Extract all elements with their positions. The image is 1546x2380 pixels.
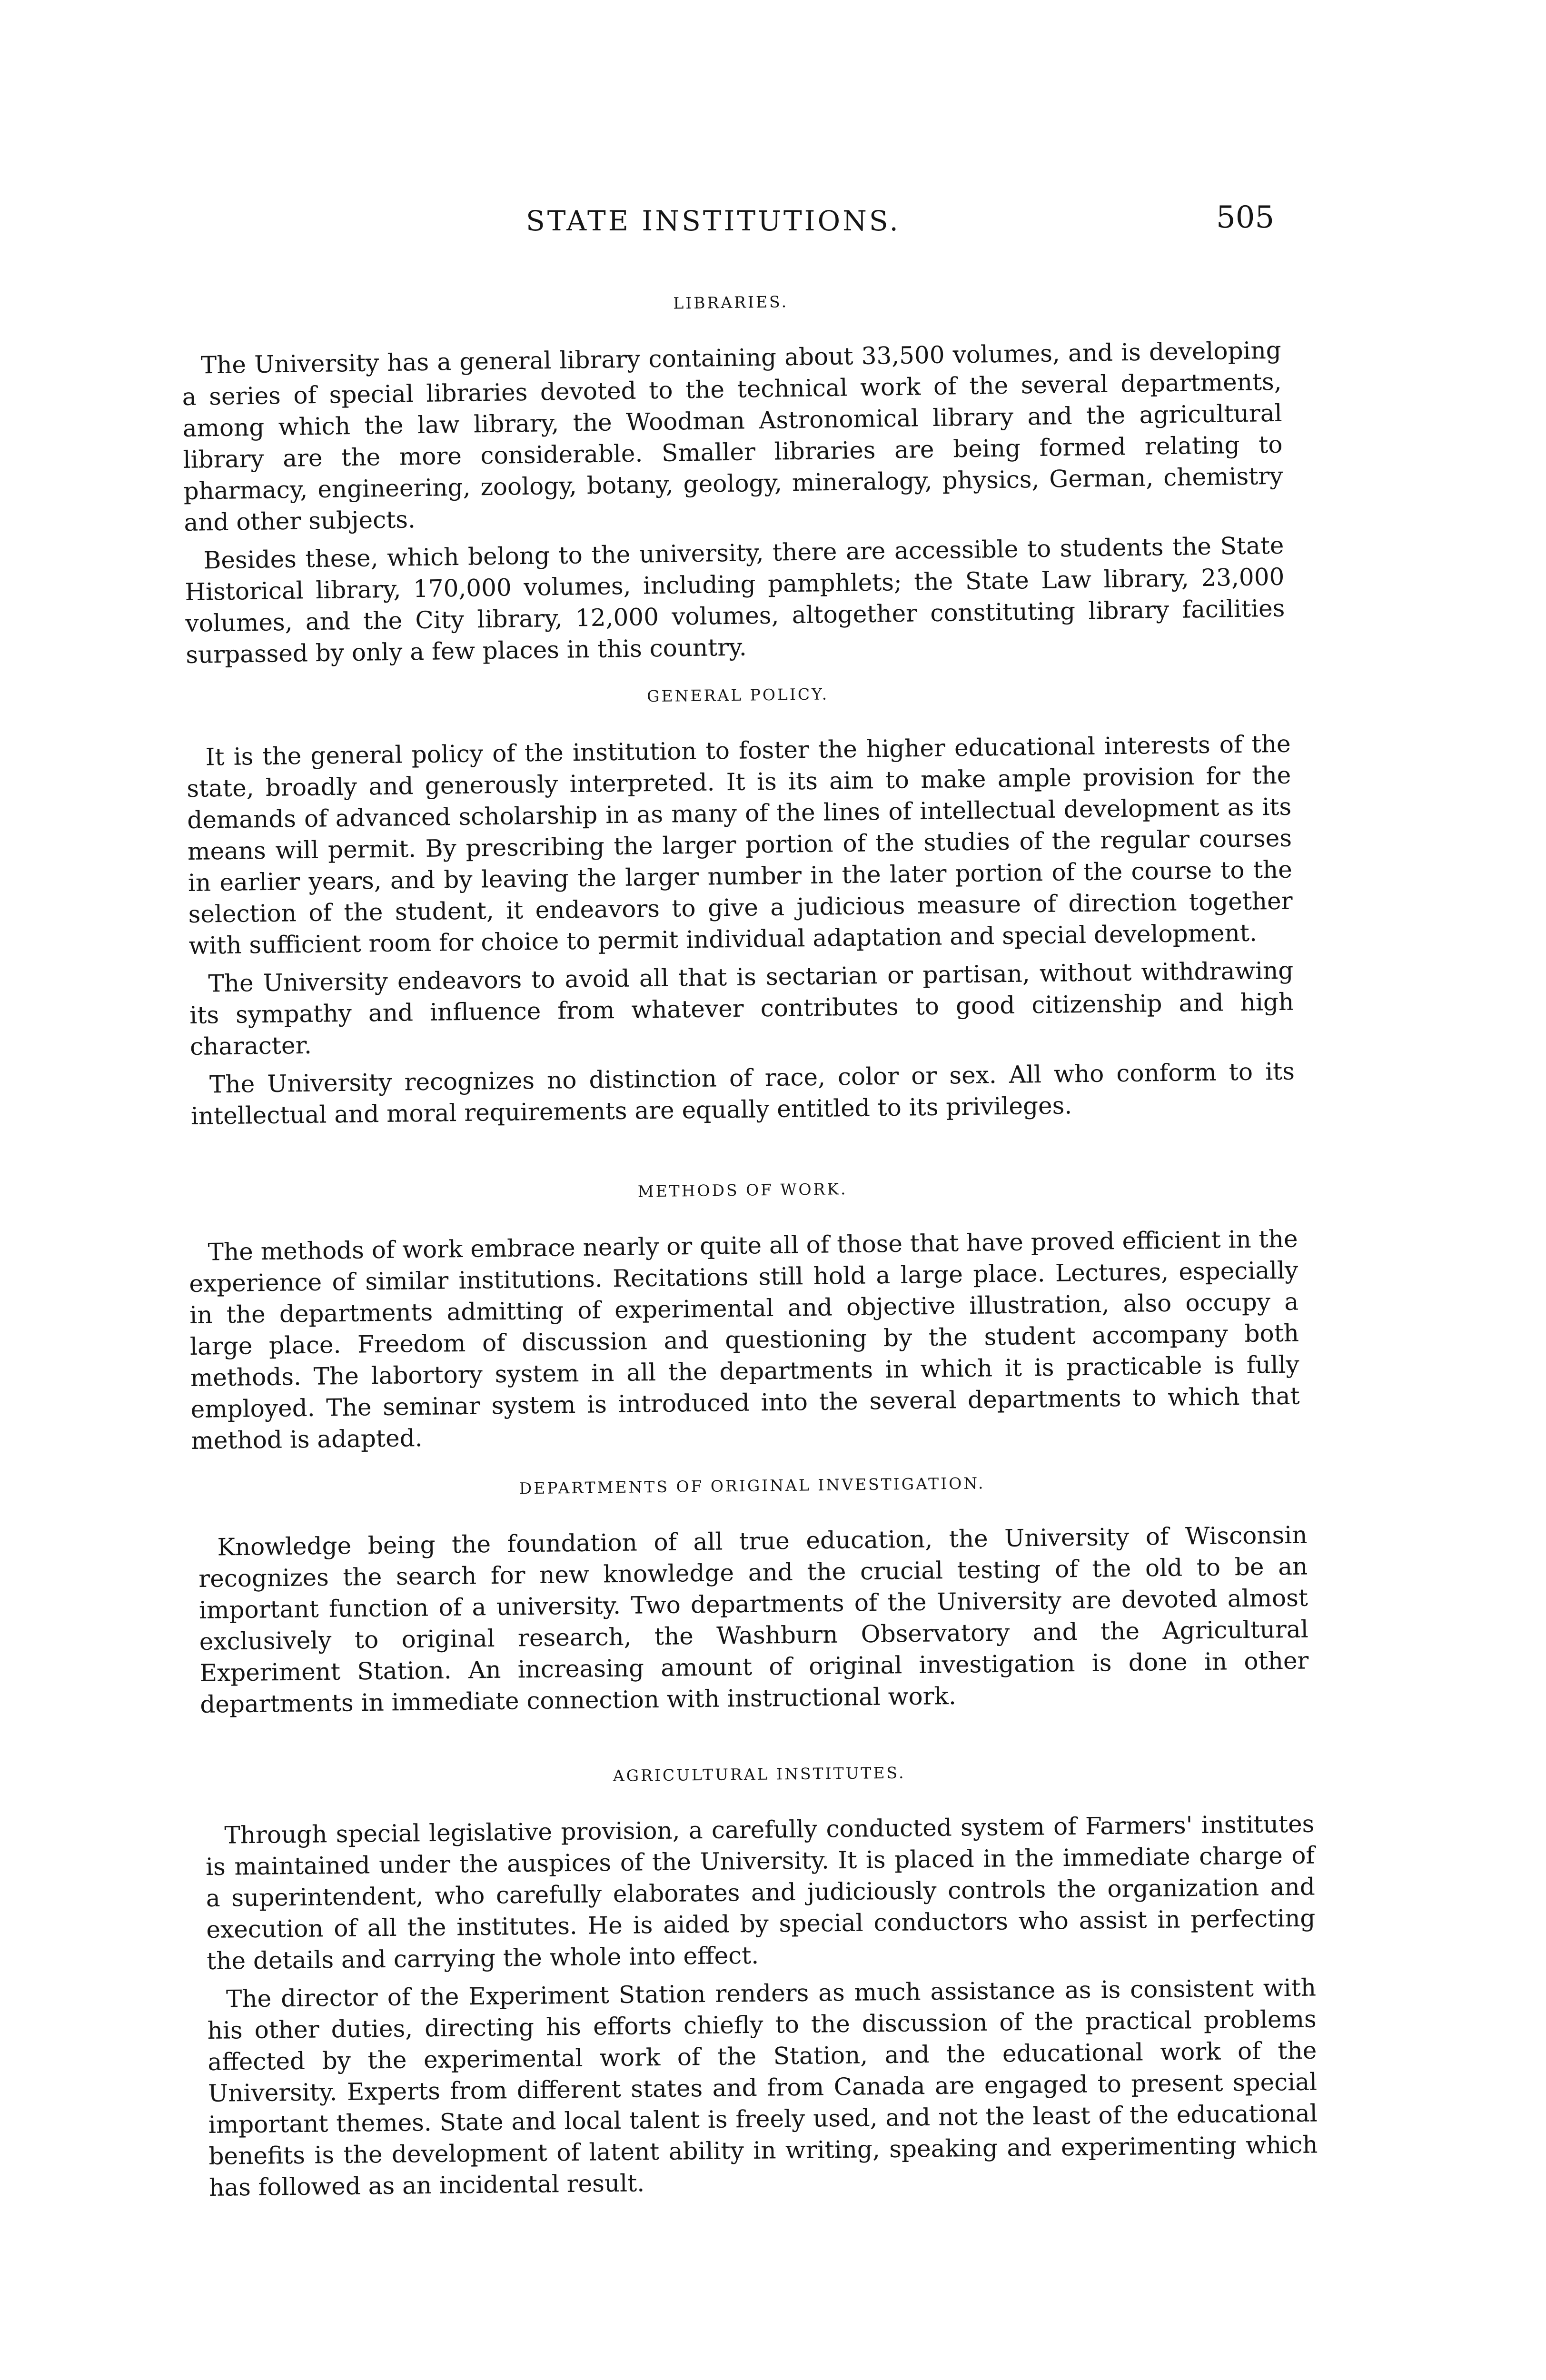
paragraph: The University recognizes no distinction of race, color or sex. All who conform to its intellectual and moral requirements are equally entitled to its privileges. bbox=[190, 1057, 1295, 1130]
section-libraries bbox=[181, 286, 1286, 677]
section-general-policy bbox=[186, 679, 1295, 1139]
paragraph: It is the general policy of the institution to foster the higher educational interests of the state, broadly and generously interpreted. It is its aim to make ample provision for the demands of advanced scholarship in as many of the lines of intellectual development as its means will permit. By prescribing the larger portion of the studies of the regular courses in earlier years, and by leaving the larger number in the later portion of the course to the selection of the student, it endeavors to give a judicious measure of direction together with sufficient room for choice to permit individual adaptation and special development. bbox=[187, 730, 1293, 960]
paragraph: The University has a general library containing about 33,500 volumes, and is developing a series of special libraries devoted to the technical work of the several departments, among which the law library, the Woodman Astronomical library and the agricultural library are the more considerable. Smaller libraries are being formed relating to pharmacy, engineering, zoology, botany, geology, mineralogy, physics, German, chemistry and other subjects. bbox=[182, 336, 1283, 536]
section-methods-of-work bbox=[188, 1174, 1300, 1463]
paragraph: The University endeavors to avoid all that is sectarian or partisan, without withdrawing its sympathy and influence from whatever contributes to good citizenship and high character. bbox=[189, 956, 1294, 1061]
section-heading: LIBRARIES. bbox=[673, 292, 789, 313]
paragraph: Besides these, which belong to the university, there are accessible to students the State Historical library, 170,000 volumes, including pamphlets; the State Law library, 23,000 volumes, and the City library, 12,000 volumes, altogether constituting library facilities surpassed by only a few places in this country. bbox=[185, 531, 1285, 669]
section-heading: METHODS OF WORK. bbox=[637, 1180, 848, 1201]
section-original-investigation bbox=[198, 1470, 1309, 1727]
page-number: 505 bbox=[1216, 200, 1275, 235]
paragraph: Knowledge being the foundation of all true education, the University of Wisconsin recognizes the search for new knowledge and the crucial testing of the old to be an important function of a university. Two departments of the University are devoted almost exclusively to original research, the Washburn Observatory and the Agricultural Experiment Station. An increasing amount of original investigation is done in other departments in immediate connection with instructional work. bbox=[198, 1521, 1309, 1718]
paragraph: The director of the Experiment Station renders as much assistance as is consistent with his other duties, directing his efforts chiefly to the discussion of the practical problems affected by the experimental work of the Station, and the educational work of the University. Experts from different states and from Canada are engaged to present special important themes. State and local talent is freely used, and not the least of the educational benefits is the development of latent ability in writing, speaking and experimenting which has followed as an incidental result. bbox=[207, 1973, 1318, 2202]
paragraph: Through special legislative provision, a carefully conducted system of Farmers' institutes is maintained under the auspices of the University. It is placed in the immediate charge of a superintendent, who carefully elaborates and judiciously controls the organization and execution of all the institutes. He is aided by special conductors who assist in perfecting the details and carrying the whole into effect. bbox=[205, 1810, 1316, 1975]
section-agricultural-institutes bbox=[205, 1759, 1318, 2210]
paragraph: The methods of work embrace nearly or quite all of those that have proved efficient in the experience of similar institutions. Recitations still hold a large place. Lectures, especially in the departments admitting of experimental and objective illustration, also occupy a large place. Freedom of discussion and questioning by the student accompany both methods. The labortory system in all the departments in which it is practicable is fully employed. The seminar system is introduced into the several departments to which that method is adapted. bbox=[189, 1225, 1300, 1455]
section-heading: DEPARTMENTS OF ORIGINAL INVESTIGATION. bbox=[519, 1474, 985, 1498]
page-title: STATE INSTITUTIONS. bbox=[526, 205, 901, 237]
section-heading: GENERAL POLICY. bbox=[646, 684, 829, 706]
running-head bbox=[0, 200, 1546, 257]
section-heading: AGRICULTURAL INSTITUTES. bbox=[613, 1763, 906, 1785]
